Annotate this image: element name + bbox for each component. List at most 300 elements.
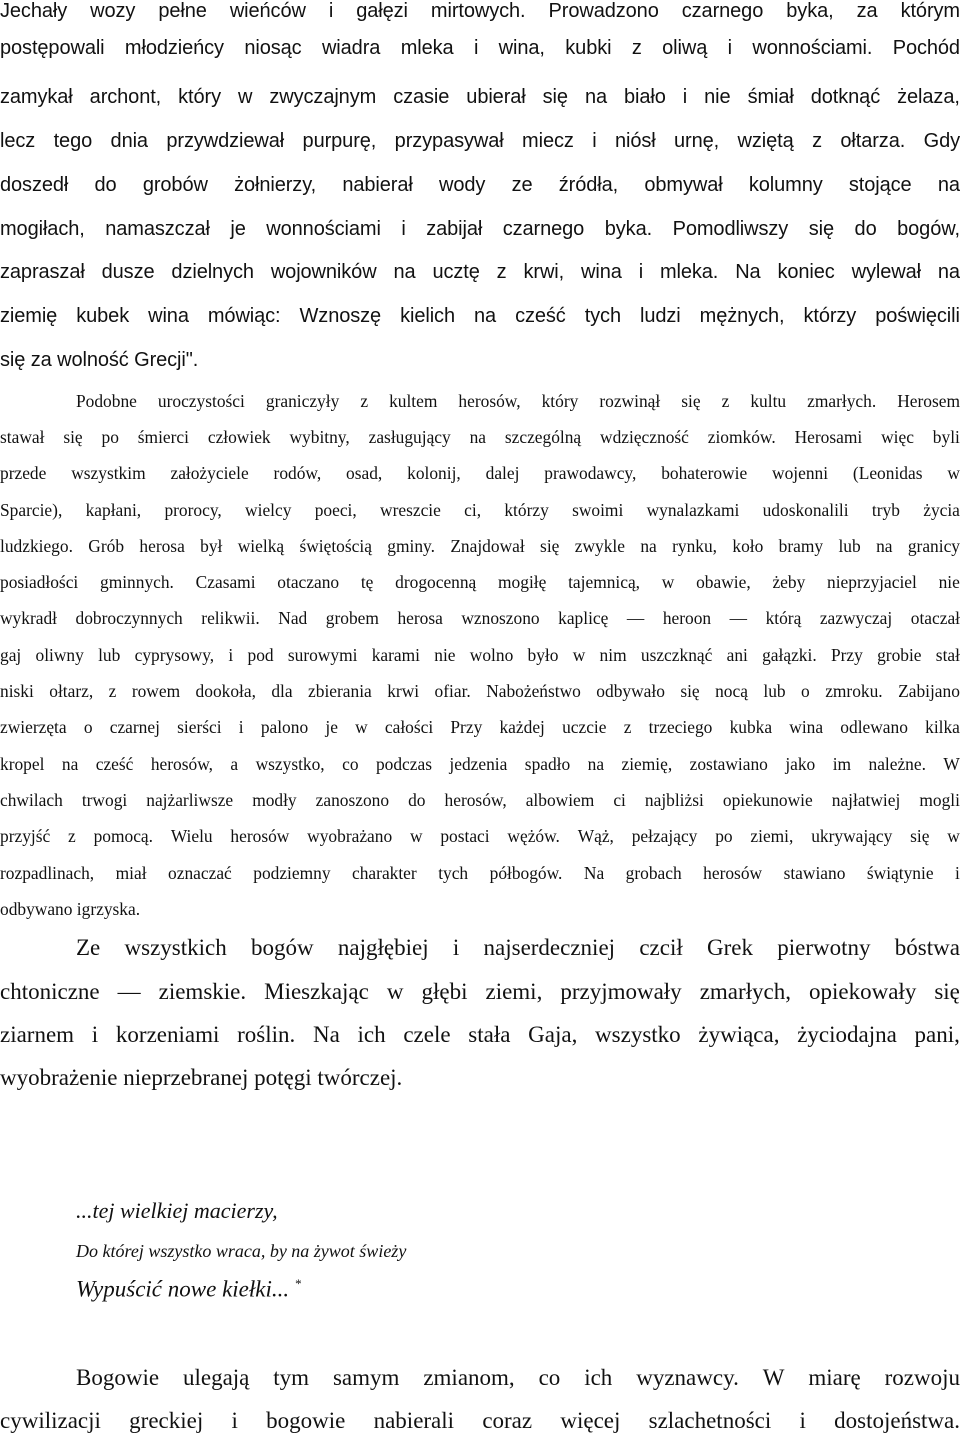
text-line	[0, 717, 960, 738]
word: zasługujący	[368, 427, 451, 447]
word: rodów,	[273, 463, 322, 483]
word: Gdy	[923, 130, 960, 152]
word: na	[937, 174, 960, 196]
word: ubierał	[466, 86, 526, 108]
word: wina,	[498, 37, 545, 59]
word: Pomodliwszy	[672, 218, 789, 240]
word: wreszcie	[380, 500, 441, 520]
word: pod	[247, 645, 274, 665]
word: bogowie	[266, 1408, 346, 1433]
word: którą	[765, 608, 802, 628]
word: zostawiano	[689, 754, 768, 774]
word: nie	[434, 645, 456, 665]
word: albowiem	[525, 790, 595, 810]
word: trwogi	[81, 790, 128, 810]
word: którzy	[803, 305, 857, 327]
word: surowymi	[287, 645, 358, 665]
word: prorocy,	[164, 500, 222, 520]
word: herosów	[230, 826, 290, 846]
text-line	[0, 1022, 960, 1048]
word: kropel	[0, 754, 45, 774]
word: całości	[384, 717, 434, 737]
word: herosów,	[444, 790, 507, 810]
word: Pochód	[892, 37, 960, 59]
word: do	[854, 218, 877, 240]
word: trzeciego	[648, 717, 713, 737]
text-line: się za wolność Grecji".	[0, 349, 199, 371]
word: z	[631, 37, 642, 59]
word: osad,	[346, 463, 383, 483]
word: ziemię	[0, 305, 58, 327]
text-line	[0, 37, 960, 60]
word: jedzenia	[449, 754, 508, 774]
word: z	[360, 391, 369, 411]
word: się	[808, 218, 835, 240]
word: palono	[260, 717, 309, 737]
word: Nabożeństwo	[486, 681, 581, 701]
word: stawiano	[783, 863, 846, 883]
word: oznaczać	[168, 863, 232, 883]
word: głębi	[421, 979, 468, 1004]
word: z	[623, 717, 632, 737]
word: mogli	[919, 790, 960, 810]
word: najserdeczniej	[483, 935, 616, 960]
word: coraz	[482, 1408, 533, 1433]
word: wszystkim	[71, 463, 146, 483]
word: śmiał	[747, 86, 794, 108]
word: ucztę	[432, 261, 480, 283]
word: charakter	[352, 863, 417, 883]
word: postaci	[440, 826, 490, 846]
word: postępowali	[0, 37, 105, 59]
word: rynku,	[672, 536, 718, 556]
word: oliwny	[35, 645, 84, 665]
text-line: wyobrażenie nieprzebranej potęgi twórczej.	[0, 1065, 403, 1090]
word: wężów.	[507, 826, 560, 846]
word: z	[496, 261, 507, 283]
word: wykradł	[0, 608, 57, 628]
word: wody	[439, 174, 486, 196]
word: i	[727, 37, 732, 59]
word: czasie	[393, 86, 450, 108]
word: zmroku.	[825, 681, 883, 701]
word: cyprysowy,	[134, 645, 215, 665]
word: zmarłych.	[807, 391, 877, 411]
word: Na	[735, 261, 761, 283]
word: zamykał	[0, 86, 73, 108]
word: pani,	[914, 1022, 960, 1047]
word: ołtarza.	[840, 130, 906, 152]
word: dostojeństwa.	[834, 1408, 960, 1433]
word: żołnierzy,	[234, 174, 317, 196]
word: najgłębiej	[337, 935, 429, 960]
word: herosów,	[458, 391, 521, 411]
text-line	[76, 391, 960, 412]
word: pomocą.	[93, 826, 153, 846]
word: pierwotny	[777, 935, 871, 960]
word: który	[541, 391, 579, 411]
word: wszystkich	[124, 935, 227, 960]
text-line	[0, 174, 960, 197]
word: pełne	[158, 0, 207, 22]
word: gaj	[0, 645, 22, 665]
word: Jechały	[0, 0, 68, 22]
text-line	[0, 0, 960, 23]
word: byli	[932, 427, 960, 447]
word: półbogów.	[489, 863, 563, 883]
word: i	[592, 130, 597, 152]
word: z	[68, 826, 76, 846]
word: mleka.	[659, 261, 719, 283]
word: heroon	[662, 608, 712, 628]
word: miecz	[522, 130, 574, 152]
word: granicy	[907, 536, 960, 556]
word: ofiar.	[434, 681, 471, 701]
word: życia	[923, 500, 960, 520]
word: mogiłę	[498, 572, 547, 592]
word: grobach	[625, 863, 682, 883]
word: wielcy	[245, 500, 292, 520]
word: oliwą	[662, 37, 708, 59]
word: wylewał	[851, 261, 921, 283]
word: się	[63, 427, 83, 447]
word: żelaza,	[897, 86, 960, 108]
word: udoskonalili	[762, 500, 849, 520]
word: roślin.	[237, 1022, 296, 1047]
word: i	[955, 863, 960, 883]
word: wozy	[90, 0, 136, 22]
word: i	[452, 935, 460, 960]
word: poeci,	[314, 500, 357, 520]
word: wybitny,	[289, 427, 350, 447]
word: Gaja,	[528, 1022, 578, 1047]
word: co	[342, 754, 359, 774]
word: bóstwa	[894, 935, 960, 960]
word: ludzi	[640, 305, 681, 327]
word: wieńców	[229, 0, 306, 22]
word: niósł	[614, 130, 656, 152]
word: obmywał	[644, 174, 723, 196]
word: życiodajna	[797, 1022, 897, 1047]
word: podczas	[375, 754, 432, 774]
word: i	[799, 1408, 806, 1433]
word: samym	[332, 1365, 400, 1390]
word: dzielnych	[171, 261, 254, 283]
word: je	[230, 218, 246, 240]
word: świątynie	[866, 863, 934, 883]
word: kapłani,	[85, 500, 142, 520]
word: Herosem	[897, 391, 960, 411]
word: za	[856, 0, 878, 22]
word: założyciele	[170, 463, 249, 483]
word: Grób	[88, 536, 125, 556]
word: zwykle	[574, 536, 625, 556]
word: się	[542, 86, 568, 108]
word: zmianom,	[423, 1365, 515, 1390]
word: tego	[53, 130, 93, 152]
text-line	[0, 826, 960, 847]
word: mężnych,	[699, 305, 785, 327]
text-line	[0, 754, 960, 775]
word: Herosami	[794, 427, 863, 447]
word: się	[910, 826, 930, 846]
word: a	[230, 754, 239, 774]
word: świętością	[299, 536, 372, 556]
word: greckiej	[129, 1408, 204, 1433]
word: najłatwiej	[831, 790, 901, 810]
word: nabierali	[373, 1408, 455, 1433]
word: stawał	[0, 427, 45, 447]
word: niosąc	[244, 37, 302, 59]
word: tę	[360, 572, 374, 592]
word: wojenni	[772, 463, 829, 483]
word: koło	[732, 536, 764, 556]
word: ziarnem	[0, 1022, 75, 1047]
text-line	[0, 863, 960, 884]
word: gałęzi	[356, 0, 408, 22]
word: było	[527, 645, 559, 665]
word: dnia	[110, 130, 148, 152]
word: do	[94, 174, 117, 196]
word: na	[640, 536, 657, 556]
word: kilka	[925, 717, 960, 737]
word: przywdziewał	[166, 130, 285, 152]
word: wojowników	[270, 261, 377, 283]
text-line: odbywano igrzyska.	[0, 899, 141, 919]
word: tajemnicą,	[568, 572, 641, 592]
word: urnę,	[674, 130, 720, 152]
word: wina	[148, 305, 189, 327]
word: zmarłych,	[699, 979, 792, 1004]
word: tych	[584, 305, 621, 327]
word: prawodawcy,	[544, 463, 637, 483]
word: ukrywający	[811, 826, 893, 846]
word: doszedł	[0, 174, 69, 196]
word: herosa	[139, 536, 185, 556]
word: odbywało	[596, 681, 665, 701]
word: wziętą	[737, 130, 794, 152]
word: Sparcie),	[0, 500, 63, 520]
word: na	[474, 305, 497, 327]
word: i	[238, 717, 244, 737]
text-line	[0, 500, 960, 521]
word: przede	[0, 463, 47, 483]
word: posiadłości	[0, 572, 79, 592]
text-line	[0, 305, 960, 328]
footnote-marker: *	[295, 1276, 302, 1291]
word: wdzięczność	[600, 427, 689, 447]
text-line	[0, 130, 960, 153]
word: Bogowie	[76, 1365, 160, 1390]
word: w	[947, 826, 960, 846]
word: dalej	[485, 463, 520, 483]
word: wonnościami	[266, 218, 381, 240]
text-line	[0, 536, 960, 557]
word: zabijał	[426, 218, 483, 240]
word: Znajdował	[450, 536, 525, 556]
word: najbliżsi	[644, 790, 704, 810]
word: wolno	[469, 645, 514, 665]
word: którzy	[504, 500, 549, 520]
word: czarnego	[502, 218, 585, 240]
word: i	[682, 86, 688, 108]
word: Ze	[76, 935, 101, 960]
word: nie	[938, 572, 960, 592]
word: miarę	[808, 1365, 861, 1390]
word: —	[729, 608, 748, 628]
word: szlachetności	[648, 1408, 772, 1433]
word: w	[355, 717, 368, 737]
word: w	[238, 86, 253, 108]
word: rozpadlinach,	[0, 863, 95, 883]
word: z	[108, 681, 117, 701]
word: rozwoju	[884, 1365, 960, 1390]
word: lecz	[0, 130, 36, 152]
word: który	[178, 86, 221, 108]
word: archont,	[89, 86, 162, 108]
word: rowem	[131, 681, 181, 701]
word: sierści	[177, 717, 222, 737]
word: wyznawcy.	[636, 1365, 739, 1390]
word: w	[409, 826, 423, 846]
word: z	[721, 391, 730, 411]
word: więcej	[560, 1408, 621, 1433]
word: byka,	[786, 0, 834, 22]
word: i	[401, 218, 406, 240]
word: Zabijano	[898, 681, 960, 701]
word: chtoniczne	[0, 979, 100, 1004]
word: czele	[403, 1022, 451, 1047]
word: kubki	[565, 37, 612, 59]
word: po	[715, 826, 733, 846]
word: stała	[468, 1022, 511, 1047]
word: krwi,	[523, 261, 565, 283]
word: tryb	[871, 500, 900, 520]
word: na	[587, 754, 605, 774]
word: rozwinął	[599, 391, 661, 411]
word: na	[584, 86, 607, 108]
word: którym	[900, 0, 960, 22]
word: Podobne	[76, 391, 137, 411]
word: swoimi	[572, 500, 624, 520]
word: dla	[271, 681, 293, 701]
word: ci,	[464, 500, 482, 520]
word: gałązki.	[762, 645, 817, 665]
word: purpurę,	[302, 130, 377, 152]
word: na	[393, 261, 416, 283]
word: kielich	[400, 305, 455, 327]
text-line	[76, 1365, 960, 1391]
word: opiekunowie	[722, 790, 813, 810]
word: jako	[785, 754, 816, 774]
word: wiadra	[321, 37, 381, 59]
word: dotknąć	[810, 86, 881, 108]
word: relikwii.	[201, 608, 260, 628]
word: modły	[252, 790, 297, 810]
word: wonnościami.	[752, 37, 873, 59]
word: cześć	[95, 754, 134, 774]
word: kaplicę	[558, 608, 609, 628]
word: po	[101, 427, 119, 447]
word: czarnej	[109, 717, 160, 737]
word: poświęcili	[875, 305, 960, 327]
word: ziemi,	[485, 979, 543, 1004]
word: przypasywał	[394, 130, 504, 152]
word: korzeniami	[115, 1022, 220, 1047]
word: niski	[0, 681, 34, 701]
word: zwyczajnym	[269, 86, 377, 108]
word: kultu	[750, 391, 787, 411]
text-line	[0, 979, 960, 1005]
word: —	[117, 979, 141, 1004]
word: herosów,	[150, 754, 213, 774]
word: uroczystości	[157, 391, 245, 411]
word: kolumny	[748, 174, 823, 196]
word: Na	[312, 1022, 340, 1047]
word: i	[473, 37, 479, 59]
text-line	[0, 645, 960, 666]
word: Wznoszę	[299, 305, 382, 327]
text-line	[0, 681, 960, 702]
text-line	[0, 427, 960, 448]
word: grobem	[325, 608, 379, 628]
word: Nad	[278, 608, 308, 628]
word: śmierci	[137, 427, 189, 447]
word: wszystko,	[255, 754, 325, 774]
word: wszystko	[595, 1022, 681, 1047]
word: szczególną	[504, 427, 582, 447]
word: otaczał	[910, 608, 960, 628]
verse-line-text: Wypuścić nowe kiełki...	[76, 1276, 290, 1302]
word: nieprzyjaciel	[827, 572, 917, 592]
word: ołtarz,	[49, 681, 94, 701]
word: zwierzęta	[0, 717, 67, 737]
word: koniec	[777, 261, 835, 283]
word: z	[812, 130, 822, 152]
word: nim	[599, 645, 627, 665]
word: żywiąca,	[698, 1022, 780, 1047]
word: wznoszono	[461, 608, 540, 628]
word: mirtowych.	[430, 0, 526, 22]
word: wina	[789, 717, 824, 737]
word: byka.	[604, 218, 653, 240]
word: namaszczał	[105, 218, 210, 240]
word: w	[947, 463, 960, 483]
word: się	[540, 536, 560, 556]
word: był	[200, 536, 223, 556]
word: uczcie	[562, 717, 607, 737]
word: biało	[624, 86, 666, 108]
word: lub	[763, 681, 786, 701]
word: dobroczynnych	[75, 608, 183, 628]
text-line	[0, 1408, 960, 1434]
word: gminnych.	[100, 572, 174, 592]
word: odlewano	[840, 717, 908, 737]
word: stojące	[848, 174, 912, 196]
word: czarnego	[681, 0, 764, 22]
word: bogów	[251, 935, 314, 960]
word: miał	[115, 863, 147, 883]
word: się	[680, 681, 700, 701]
word: człowiek	[207, 427, 271, 447]
word: co	[538, 1365, 561, 1390]
word: opiekowały	[809, 979, 917, 1004]
word: Na	[583, 863, 605, 883]
word: Przy	[450, 717, 483, 737]
word: mleka	[400, 37, 454, 59]
word: nie	[704, 86, 731, 108]
word: Przy	[830, 645, 863, 665]
